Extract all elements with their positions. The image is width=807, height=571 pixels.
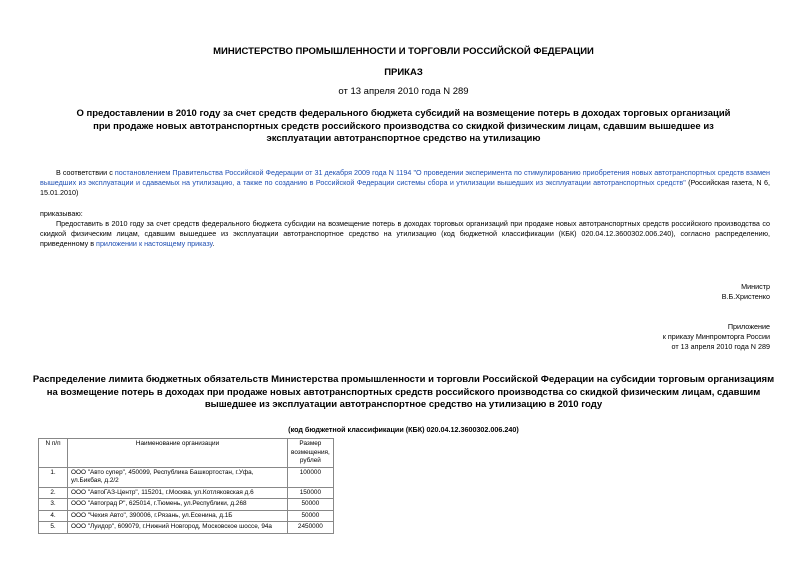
order-paragraph-text: Предоставить в 2010 году за счет средств федерального бюджета субсидии на возмещение потерь в доходах торговых организаций при продаже новых автотранспортных средств российского производства со скидкой физическим лицам, сдавшим вышедшее из эксплуатации автотранспортное средство на утилизацию (код бюджетной классификации (КБК) 020.04.12.3600302.006.240), согласно распределению, приведенному в (40, 219, 770, 248)
row-organization: ООО "АвтоГАЗ-Центр", 115201, г.Москва, ул.Котляковская д.6 (68, 487, 288, 499)
government-decree-link[interactable]: постановлением Правительства Российской Федерации от 31 декабря 2009 года N 1194 "О проведении эксперимента по стимулированию приобретения новых автотранспортных средств взамен вышедших из эксплуатации и сдаваемых на утилизацию, а также по созданию в Российской Федерации системы сбора и утилизации вышедших из эксплуатации автотранспортных средств" (40, 168, 770, 187)
header-number: N п/п (39, 439, 68, 468)
order-title: О предоставлении в 2010 году за счет средств федерального бюджета субсидий на возмещение потерь в доходах торговых организаций при продаже новых автотранспортных средств российского производства со скидкой физическим лицам, сдавшим вышедшее из эксплуатации автотранспортное средство на утилизацию (76, 108, 731, 144)
preamble-paragraph (40, 168, 770, 198)
kbk-code: (код бюджетной классификации (КБК) 020.04.12.3600302.006.240) (288, 425, 519, 434)
table-row (39, 522, 334, 534)
row-organization: ООО "Автоград Р", 625014, г.Тюмень, ул.Республики, д.268 (68, 499, 288, 511)
signature-name: В.Б.Христенко (721, 292, 770, 301)
row-amount: 150000 (288, 487, 334, 499)
appendix-label: Приложение (727, 322, 770, 331)
appendix-link[interactable]: приложении к настоящему приказу (96, 239, 213, 248)
preamble-prefix: В соответствии с (56, 168, 115, 177)
order-word: приказываю: (40, 209, 83, 218)
row-amount: 50000 (288, 499, 334, 511)
order-heading: ПРИКАЗ (384, 67, 423, 78)
row-amount: 50000 (288, 510, 334, 522)
order-paragraph-end: . (212, 239, 215, 248)
row-amount: 100000 (288, 467, 334, 487)
preamble-suffix: (Российская газета, N 6, 15.01.2010) (40, 178, 770, 197)
header-organization: Наименование организации (68, 439, 288, 468)
table-header-row (39, 439, 334, 468)
appendix-ref: к приказу Минпромторга России (662, 332, 770, 341)
row-number: 5. (39, 522, 68, 534)
row-number: 1. (39, 467, 68, 487)
row-organization: ООО "Авто супер", 450099, Республика Башкортостан, г.Уфа, ул.Бикбая, д.2/2 (68, 467, 288, 487)
header-amount: Размер возмещения, рублей (288, 439, 334, 468)
appendix-date: от 13 апреля 2010 года N 289 (671, 342, 770, 351)
row-number: 2. (39, 487, 68, 499)
distribution-table (38, 438, 334, 534)
ministry-heading: МИНИСТЕРСТВО ПРОМЫШЛЕННОСТИ И ТОРГОВЛИ РОССИЙСКОЙ ФЕДЕРАЦИИ (213, 46, 594, 57)
table-row (39, 487, 334, 499)
order-paragraph (40, 219, 770, 249)
table-row (39, 510, 334, 522)
appendix-block (663, 322, 770, 352)
order-date: от 13 апреля 2010 года N 289 (338, 86, 469, 97)
row-number: 3. (39, 499, 68, 511)
signature-block (722, 282, 770, 302)
row-number: 4. (39, 510, 68, 522)
row-organization: ООО "Луидор", 609079, г.Нижний Новгород, Московское шоссе, 94а (68, 522, 288, 534)
row-organization: ООО "Чехия Авто", 390006, г.Рязань, ул.Есенина, д.1Б (68, 510, 288, 522)
table-row (39, 499, 334, 511)
signature-position: Министр (741, 282, 770, 291)
row-amount: 2450000 (288, 522, 334, 534)
table-row (39, 467, 334, 487)
distribution-title: Распределение лимита бюджетных обязательств Министерства промышленности и торговли Российской Федерации на субсидии торговым организациям на возмещение потерь в доходах при продаже новых автотранспортных средств российского производства со скидкой физическим лицам, сдавшим вышедшее из эксплуатации автотранспортное средство на утилизацию в 2010 году (32, 374, 775, 410)
